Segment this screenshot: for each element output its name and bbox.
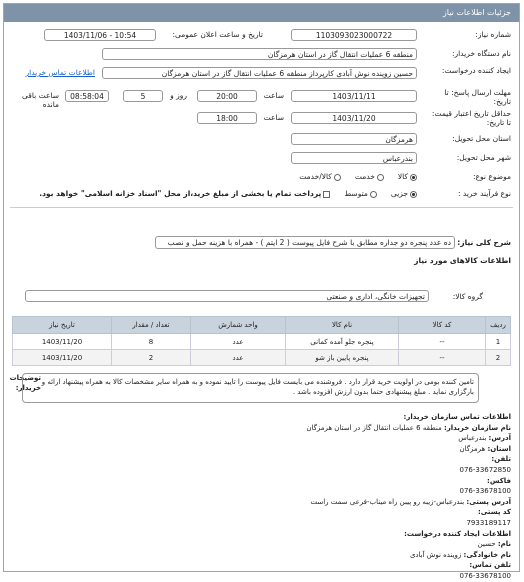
postal-address-label: آدرس پستی: xyxy=(466,497,511,506)
validity-label: حداقل تاریخ اعتبار قیمت: تا تاریخ: xyxy=(431,109,511,127)
postcode-label: کد پستی: xyxy=(477,508,511,517)
creator-label: ایجاد کننده درخواست: xyxy=(441,66,511,75)
buyer-label: نام دستگاه خریدار: xyxy=(451,49,511,58)
last-name-label: نام خانوادگی: xyxy=(463,550,511,559)
first-name: حسین xyxy=(477,540,496,549)
buyer-field[interactable]: منطقه 6 عملیات انتقال گاز در استان هرمزگان xyxy=(102,48,417,60)
first-name-label: نام: xyxy=(497,540,511,549)
category-label: موضوع نوع: xyxy=(473,172,511,181)
goods-section-title: اطلاعات کالاهای مورد نیاز xyxy=(414,256,511,265)
process-label: نوع فرآیند خرید : xyxy=(457,189,511,198)
row-index: 1 xyxy=(486,334,511,350)
row-name: پنجره جلو آمده کمانی xyxy=(286,334,399,350)
last-name: زوینده نوش آبادی xyxy=(409,550,462,559)
creator-phone: 076-33678100 xyxy=(459,571,511,580)
process-option-medium[interactable]: متوسط xyxy=(344,189,377,198)
need-details-window xyxy=(3,3,520,580)
checkbox-icon[interactable] xyxy=(323,191,330,198)
days-label: روز و xyxy=(170,91,187,100)
phone-label: تلفن: xyxy=(491,455,511,464)
buyer-contact-link[interactable]: اطلاعات تماس خریدار xyxy=(25,68,95,77)
need-number-field[interactable]: 1103093023000722 xyxy=(291,29,417,41)
col-qty: تعداد / مقدار xyxy=(112,317,191,334)
table-row[interactable] xyxy=(13,334,511,350)
window-title: جزئیات اطلاعات نیاز xyxy=(4,4,519,22)
province-label: استان محل تحویل: xyxy=(452,134,511,143)
radio-icon[interactable] xyxy=(334,174,341,181)
row-index: 2 xyxy=(486,350,511,366)
creator-info-title: اطلاعات ایجاد کننده درخواست: xyxy=(404,529,511,538)
fax: 076-33678100 xyxy=(459,487,511,496)
category-option-service[interactable]: خدمت xyxy=(355,172,384,181)
remaining-time-field[interactable]: 08:58:04 xyxy=(65,90,109,102)
row-date: 1403/11/20 xyxy=(13,350,112,366)
validity-time-label: ساعت xyxy=(263,113,284,122)
process-option-minor[interactable]: جزیی xyxy=(391,189,417,198)
row-name: پنجره پایین باز شو xyxy=(286,350,399,366)
creator-phone-label: تلفن تماس: xyxy=(469,561,511,570)
description-field[interactable]: ده عدد پنجره دو جداره مطابق با شرح فایل پیوست ( 2 ایتم ) - همراه با هزینه حمل و نصب xyxy=(155,236,455,249)
days-field[interactable]: 5 xyxy=(123,90,163,102)
phone: 076-33672850 xyxy=(459,465,511,474)
postal-address: بندرعباس-زیبه رو پیبن راه میناب-فرعی سمت راست xyxy=(310,497,465,506)
deadline-time-field[interactable]: 20:00 xyxy=(197,90,257,102)
announce-label: تاریخ و ساعت اعلان عمومی: xyxy=(172,30,263,39)
contact-section xyxy=(11,412,511,582)
deadline-label: مهلت ارسال پاسخ: تا تاریخ: xyxy=(444,88,511,106)
process-options xyxy=(39,189,417,198)
remaining-label: ساعت باقی مانده xyxy=(21,91,59,109)
row-code: -- xyxy=(399,334,486,350)
radio-icon[interactable] xyxy=(410,191,417,198)
deadline-date-field[interactable]: 1403/11/11 xyxy=(291,90,417,102)
postcode: 7933189117 xyxy=(466,518,511,527)
col-name: نام کالا xyxy=(286,317,399,334)
buyer-notes-box[interactable]: تامین کننده بومی در اولویت خرید قرار دارد . فروشنده می بایست فایل پیوست را تایید نموده و به همراه سایر مشخصات کالا به همراه پیشنهاد ارائه و بارگزاری نماید . مبلغ پیشنهادی حتما بدون ارزش افزوده باشد . xyxy=(22,373,479,403)
description-label: شرح کلی نیاز: xyxy=(457,238,511,247)
buyer-name: منطقه 6 عملیات انتقال گاز در استان هرمزگان xyxy=(306,423,442,432)
goods-group-label: گروه کالا: xyxy=(452,292,483,301)
province-field[interactable]: هرمزگان xyxy=(291,133,417,145)
row-unit: عدد xyxy=(191,334,286,350)
radio-icon[interactable] xyxy=(410,174,417,181)
city-field[interactable]: بندرعباس xyxy=(291,152,417,164)
col-index: ردیف xyxy=(486,317,511,334)
radio-icon[interactable] xyxy=(370,191,377,198)
category-options xyxy=(299,172,417,181)
row-qty: 8 xyxy=(112,334,191,350)
category-option-both[interactable]: کالا/خدمت xyxy=(299,172,341,181)
address: بندرعباس xyxy=(458,434,487,443)
divider xyxy=(10,207,513,208)
row-unit: عدد xyxy=(191,350,286,366)
goods-group-field[interactable]: تجهیزات خانگی، اداری و صنعتی xyxy=(25,290,429,302)
col-date: تاریخ نیاز xyxy=(13,317,112,334)
validity-date-field[interactable]: 1403/11/20 xyxy=(291,112,417,124)
radio-icon[interactable] xyxy=(377,174,384,181)
fax-label: فاکس: xyxy=(487,476,511,485)
announce-field[interactable]: 1403/11/06 - 10:54 xyxy=(44,29,156,41)
col-unit: واحد شمارش xyxy=(191,317,286,334)
buyer-notes-label: توضیحات خریدار: xyxy=(9,374,41,392)
goods-table xyxy=(12,316,511,366)
goods-table-header xyxy=(13,317,511,334)
row-date: 1403/11/20 xyxy=(13,334,112,350)
row-code: -- xyxy=(399,350,486,366)
contact-title: اطلاعات تماس سازمان خریدار: xyxy=(403,413,511,421)
validity-time-field[interactable]: 18:00 xyxy=(197,112,257,124)
category-option-goods[interactable]: کالا xyxy=(398,172,417,181)
col-code: کد کالا xyxy=(399,317,486,334)
creator-field[interactable]: حسین زوینده نوش آبادی کارپرداز منطقه 6 عملیات انتقال گاز در استان هرمزگان xyxy=(102,67,417,79)
table-row[interactable] xyxy=(13,350,511,366)
row-qty: 2 xyxy=(112,350,191,366)
buyer-name-label: نام سازمان خریدار: xyxy=(443,423,511,432)
contact-province: هرمزگان xyxy=(459,444,486,453)
contact-province-label: استان: xyxy=(487,444,511,453)
need-number-label: شماره نیاز: xyxy=(475,30,511,39)
deadline-time-label: ساعت xyxy=(263,91,284,100)
city-label: شهر محل تحویل: xyxy=(456,153,511,162)
address-label: آدرس: xyxy=(488,434,511,443)
payment-option[interactable]: پرداخت تمام یا بخشی از مبلغ خرید،از محل "اسناد خزانه اسلامی" خواهد بود. xyxy=(39,189,330,198)
